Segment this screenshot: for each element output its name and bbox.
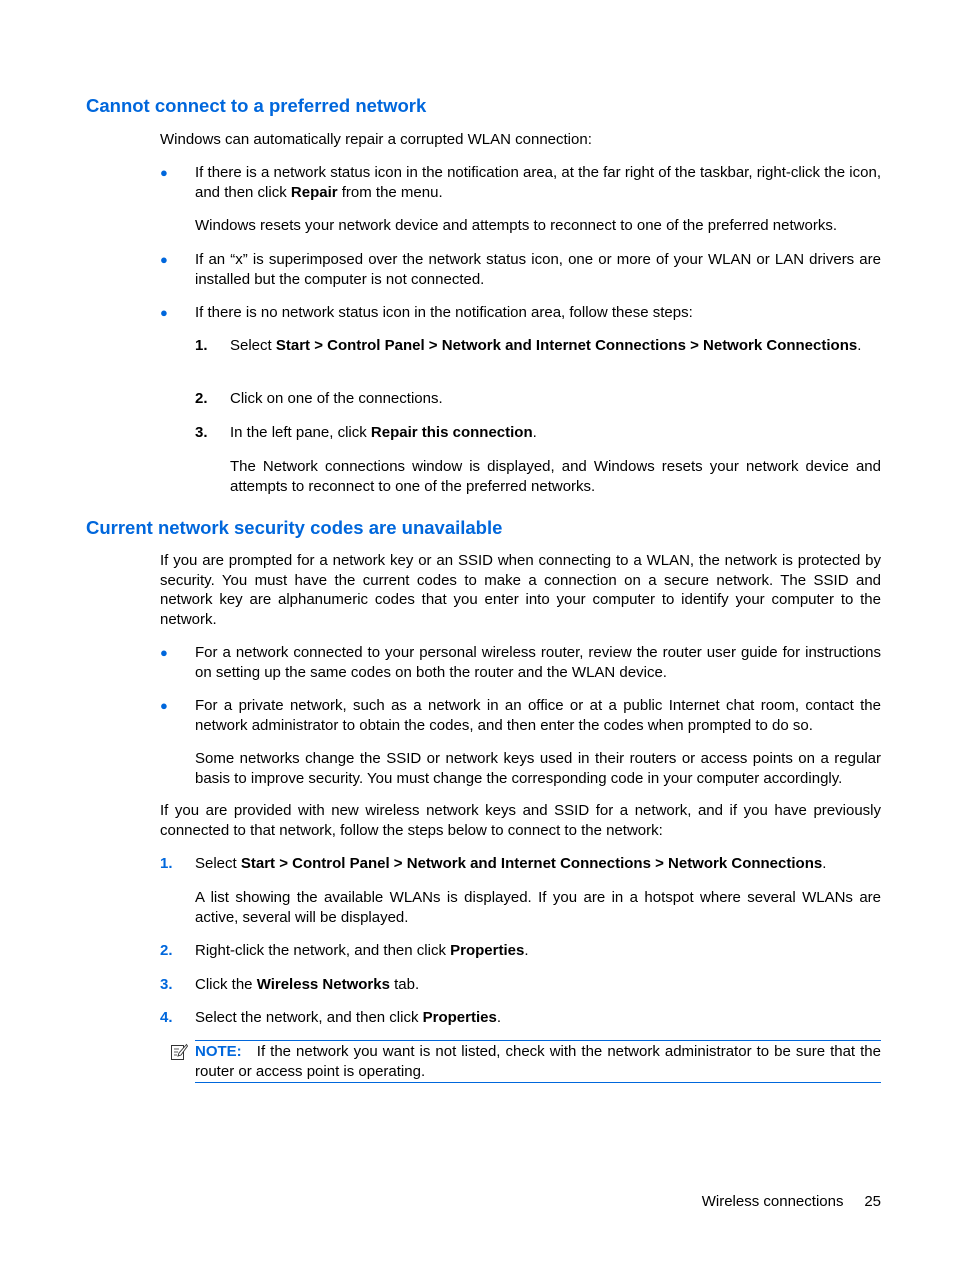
list-item-followup: Windows resets your network device and attempts to reconnect to one of the preferred networks. [195,217,837,234]
list-item: If an “x” is superimposed over the network status icon, one or more of your WLAN or LAN drivers are installed but the computer is not connected. [195,251,881,288]
bullet-dot-icon: ● [160,252,168,267]
list-item: For a private network, such as a network in an office or at a public Internet chat room, contact the network administrator to obtain the codes, and then enter the codes when prompted to do so. [195,697,881,734]
intro-paragraph: Windows can automatically repair a corrupted WLAN connection: [160,131,592,148]
step-number: 4. [160,1009,173,1026]
section-heading-cannot-connect: Cannot connect to a preferred network [86,95,427,116]
list-item-followup: Some networks change the SSID or network keys used in their routers or access points on a regular basis to improve security. You must change the corresponding code in your computer accordingly. [195,750,881,787]
footer-section-title: Wireless connections [701,1193,844,1210]
intro-paragraph: If you are prompted for a network key or an SSID when connecting to a WLAN, the network is protected by security. You must have the current codes to make a connection on a secure network. The SSID and network key are alphanumeric codes that you enter into your computer to identify your computer to the network. [160,552,881,628]
list-item: If there is no network status icon in the notification area, follow these steps: [195,304,693,321]
bullet-dot-icon: ● [160,305,168,320]
step-number: 3. [160,976,173,993]
step-number: 2. [195,390,208,407]
step-text: Select Start > Control Panel > Network and Internet Connections > Network Connections. [230,337,862,354]
page-footer [0,1192,881,1212]
step-text: In the left pane, click Repair this connection. [230,424,537,441]
step-number: 2. [160,942,173,959]
step-number: 3. [195,424,208,441]
step-followup: The Network connections window is displayed, and Windows resets your network device and attempts to reconnect to one of the preferred networks. [230,458,881,495]
note-text: NOTE: If the network you want is not listed, check with the network administrator to be sure that the router or access point is operating. [195,1043,881,1080]
list-item: For a network connected to your personal wireless router, review the router user guide for instructions on setting up the same codes on both the router and the WLAN device. [195,644,881,681]
step-text: Select the network, and then click Properties. [195,1009,501,1026]
note-box [195,1040,881,1083]
step-text: Right-click the network, and then click Properties. [195,942,529,959]
list-item: If there is a network status icon in the notification area, at the far right of the taskbar, right-click the icon, and then click Repair from the menu. [195,164,881,201]
step-number: 1. [160,855,173,872]
step-text: Select Start > Control Panel > Network and Internet Connections > Network Connections. [195,855,827,872]
step-followup: A list showing the available WLANs is displayed. If you are in a hotspot where several WLANs are active, several will be displayed. [195,889,881,926]
paragraph: If you are provided with new wireless network keys and SSID for a network, and if you have previously connected to that network, follow the steps below to connect to the network: [160,802,881,839]
step-text: Click the Wireless Networks tab. [195,976,420,993]
bullet-dot-icon: ● [160,698,168,713]
step-number: 1. [195,337,208,354]
page-number: 25 [864,1193,881,1210]
section-heading-security-codes: Current network security codes are unavailable [86,517,503,538]
note-pencil-icon [170,1043,188,1061]
bullet-dot-icon: ● [160,165,168,180]
step-text: Click on one of the connections. [230,390,443,407]
note-label: NOTE: [195,1043,242,1060]
bullet-dot-icon: ● [160,645,168,660]
